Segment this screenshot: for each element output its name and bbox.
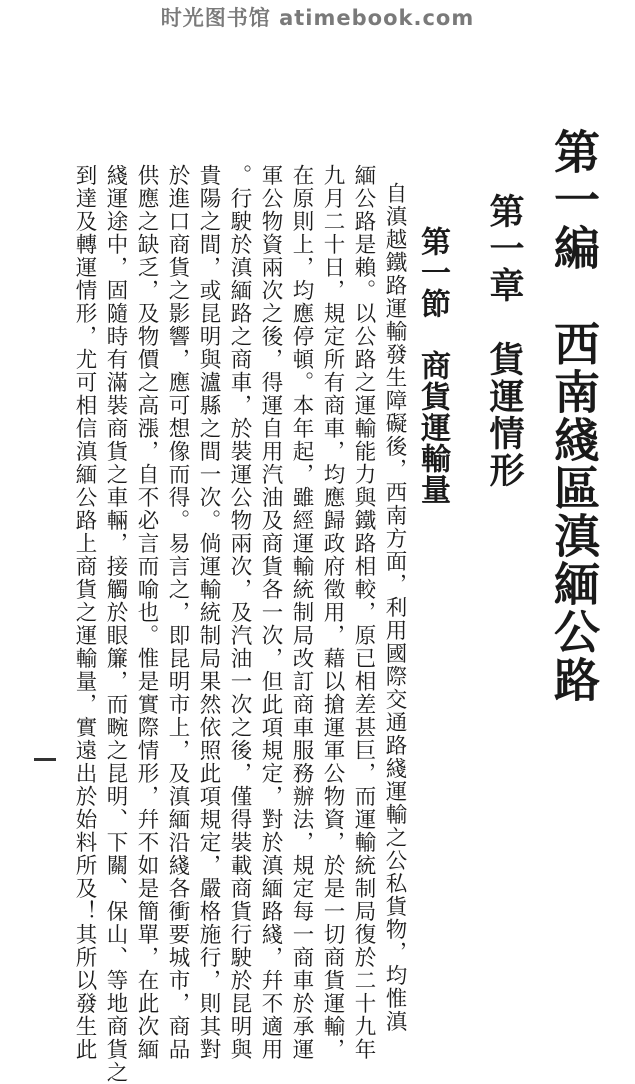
text-column: 九月二十日，規定所有商車，均應歸政府徵用，藉以搶運軍公物資，於是一切商貨運輸， [320,164,345,1061]
text-column: 供應之缺乏，及物價之高漲，自不必言而喻也。惟是實際情形，幷不如是簡單，在此次緬 [134,164,159,1061]
text-column: 於進口商貨之影響，應可想像而得。易言之，即昆明市上，及滇緬沿綫各衝要城市，商品 [165,164,190,1061]
watermark: 时光图书馆 atimebook.com [160,6,475,30]
section-title: 第一節 商貨運輸量 [415,226,450,505]
text-column: 軍公物資兩次之後，得運自用汽油及商貨各一次，但此項規定，對於滇緬路綫，幷不適用 [258,164,283,1061]
text-column: 。行駛於滇緬路之商車，於裝運公物兩次，及汽油一次之後，僅得裝載商貨行駛於昆明與 [227,164,252,1061]
part-title: 第一編 西南綫區滇緬公路 [547,128,601,704]
text-column: 綫運途中，固隨時有滿裝商貨之車輛，接觸於眼簾，而畹之昆明、下關、保山、等地商貨之 [103,164,128,1084]
text-column: 自滇越鐵路運輸發生障礙後，西南方面，利用國際交通路綫運輸之公私貨物，均惟滇 [382,182,407,1033]
text-column: 在原則上，均應停頓。本年起，雖經運輸統制局改訂商車服務辦法，規定每一商車於承運 [289,164,314,1061]
margin-mark [34,758,56,761]
chapter-title: 第一章 貨運情形 [484,193,525,489]
text-column: 緬公路是賴。以公路之運輸能力與鐵路相較，原已相差甚巨，而運輸統制局復於二十九年 [351,164,376,1061]
text-column: 到達及轉運情形，尤可相信滇緬公路上商貨之運輸量，實遠出於始料所及！其所以發生此 [72,164,97,1061]
text-column: 貴陽之間，或昆明與瀘縣之間一次。倘運輸統制局果然依照此項規定，嚴格施行，則其對 [196,164,221,1061]
